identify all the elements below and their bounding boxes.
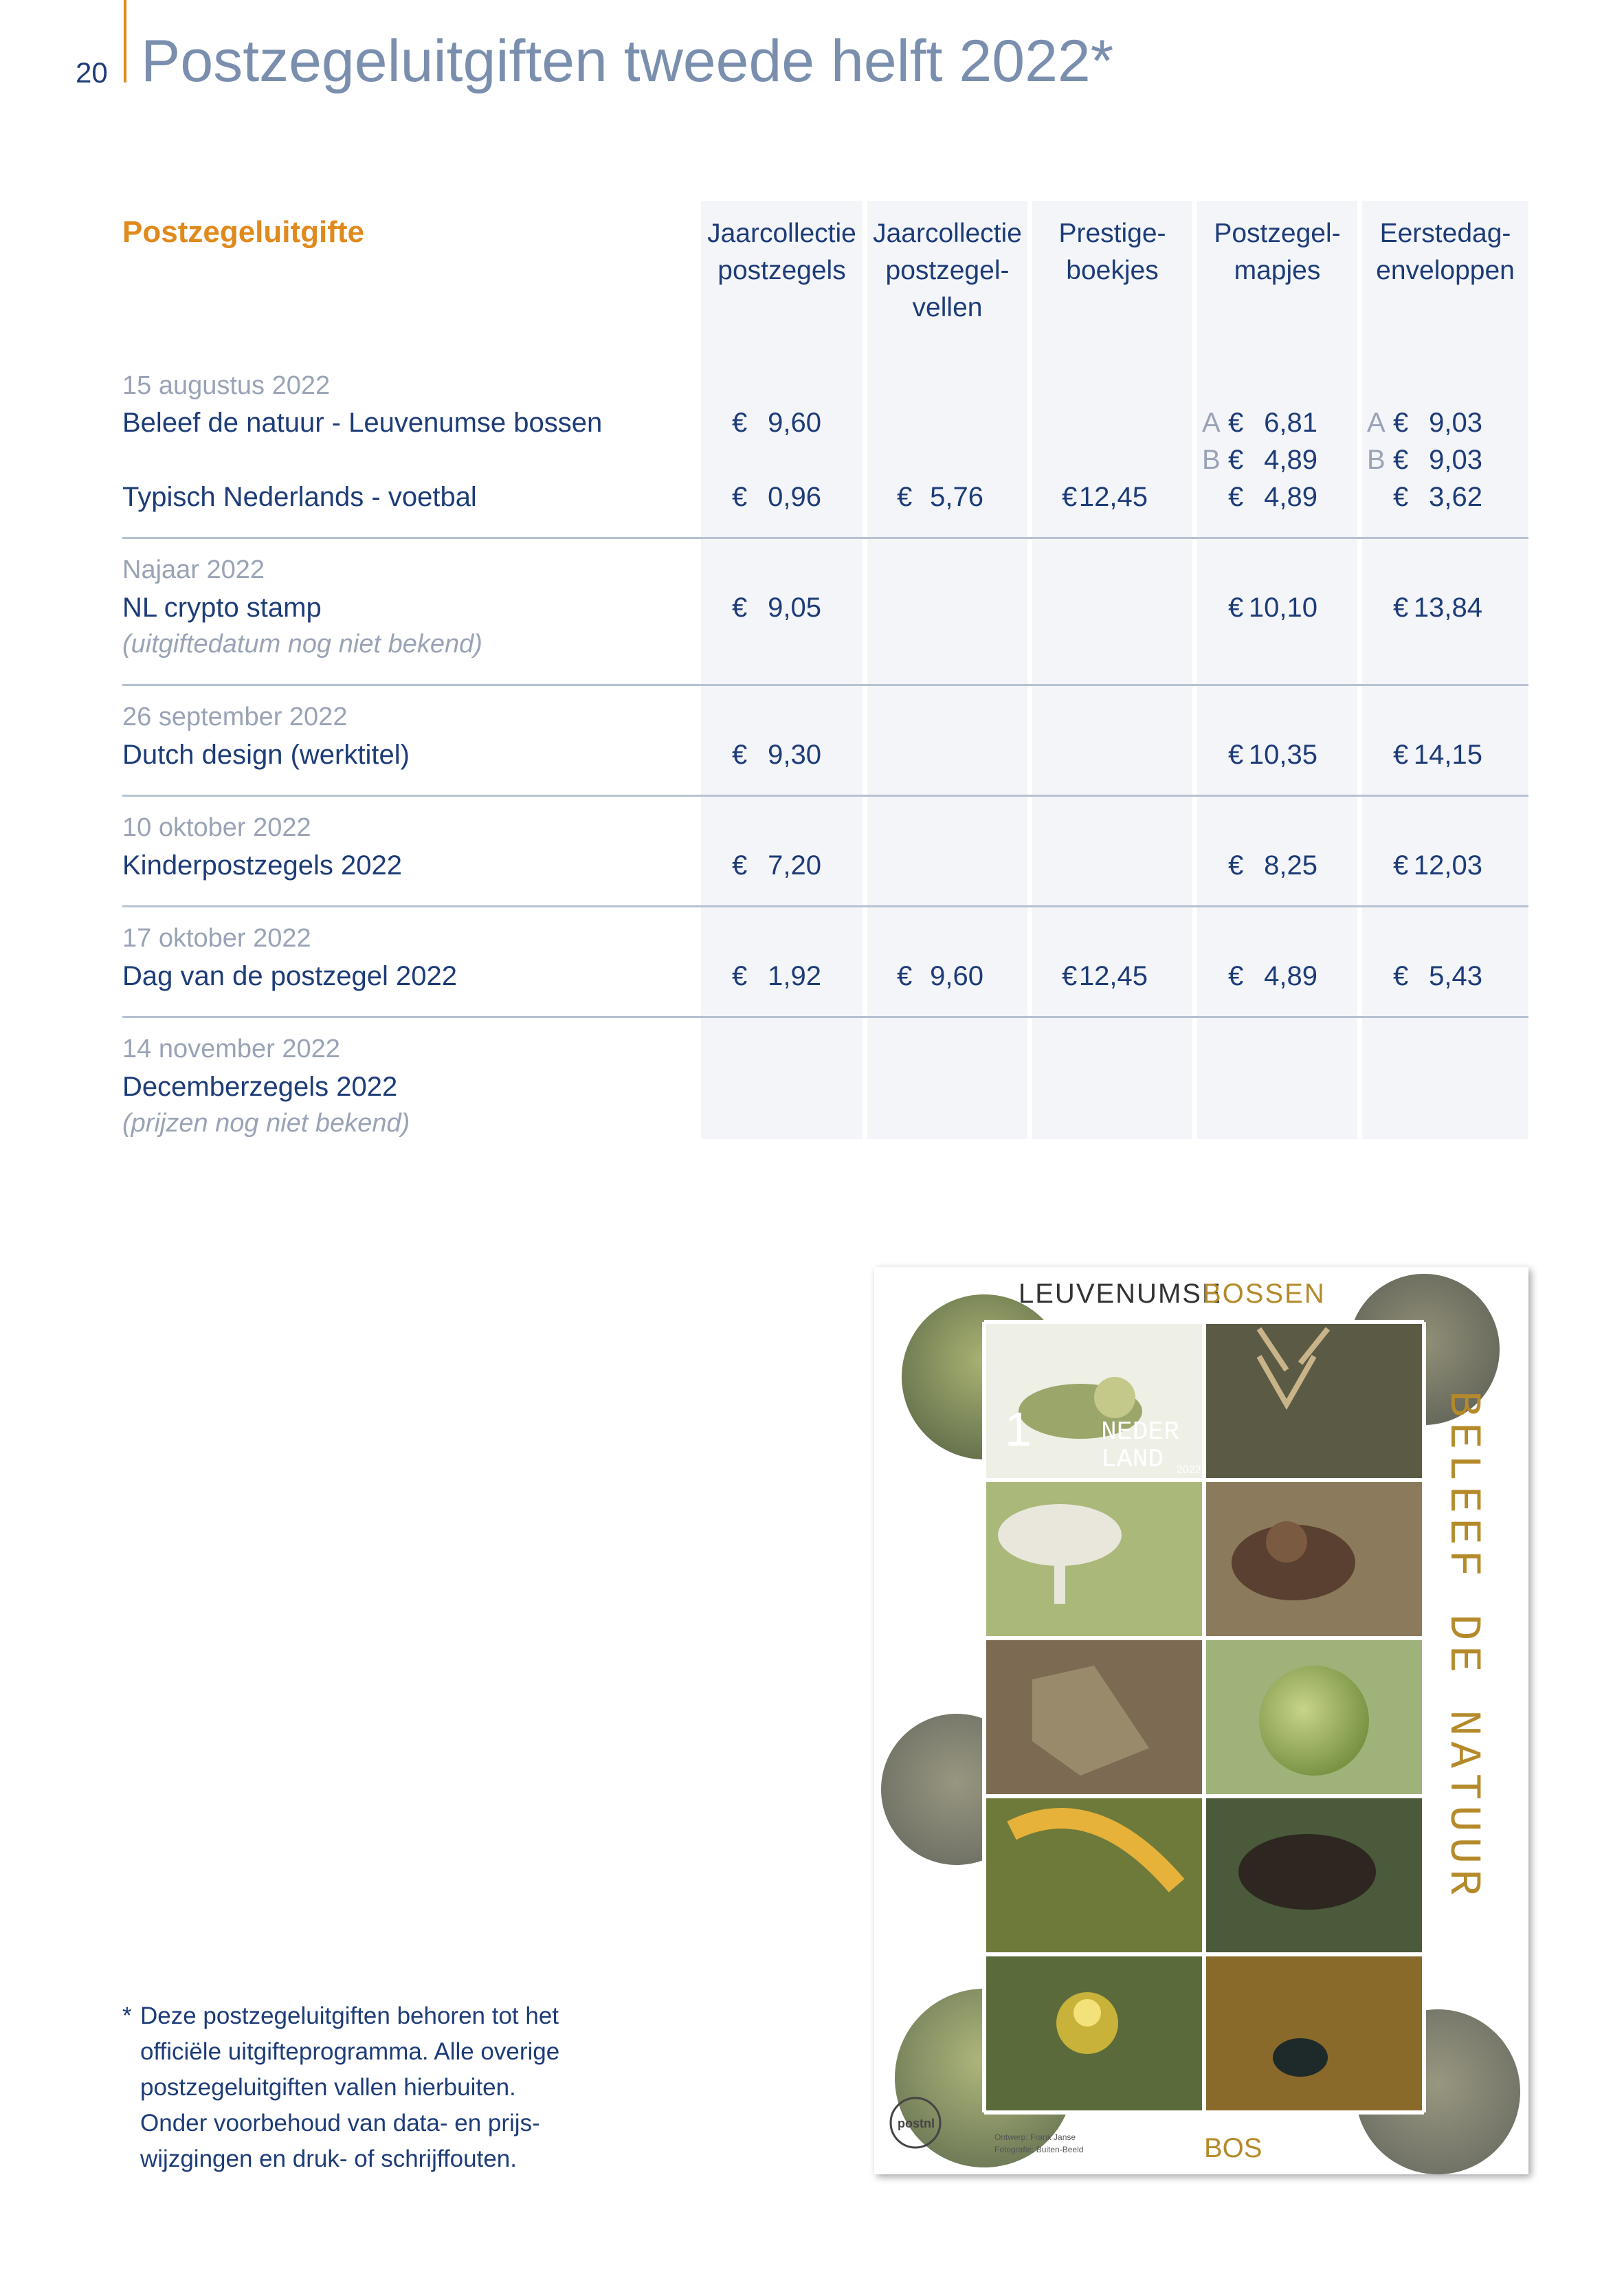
currency-symbol: € [1393,961,1409,991]
column-header-jaarcollectie-vellen [867,215,1027,327]
issue-name: Typisch Nederlands - voetbal [122,482,477,512]
footnote-marker: * [122,2002,132,2029]
currency-symbol: € [1062,482,1078,512]
price-value: 10,35 [1248,740,1317,770]
issue-note: (uitgiftedatum nog niet bekend) [122,630,482,659]
currency-symbol: € [1062,961,1078,991]
currency-symbol: € [732,482,748,512]
footnote-line: officiële uitgifteprogramma. Alle overige [140,2038,560,2065]
price-value: 5,43 [1429,961,1482,991]
row-divider [122,795,1528,797]
issue-date: 14 november 2022 [122,1035,340,1063]
price-value: 9,60 [930,961,983,991]
row-divider [122,905,1528,907]
column-background-eerstedagenveloppen [1362,201,1528,1139]
footnote-line: Onder voorbehoud van data- en prijs- [140,2110,540,2137]
currency-symbol: € [732,593,748,623]
variant-prefix: A [1202,408,1221,438]
price-value: 12,03 [1413,850,1482,881]
issue-name: Kinderpostzegels 2022 [122,850,402,881]
price-value: 9,60 [768,408,821,438]
stamp-sheet-illustration [874,1267,1528,2174]
stamp-sheet-image [874,1267,1528,2174]
currency-symbol: € [1228,850,1244,881]
issue-name: Decemberzegels 2022 [122,1072,398,1102]
price-value: 9,03 [1429,445,1482,475]
footnote-line: postzegeluitgiften vallen hierbuiten. [140,2074,516,2101]
row-divider [122,1016,1528,1018]
column-header-line: postzegels [718,256,846,285]
currency-symbol: € [897,482,913,512]
currency-symbol: € [1393,445,1409,475]
price-value: 9,30 [768,740,821,770]
column-background-jaarcollectie-vellen [867,201,1027,1139]
currency-symbol: € [732,408,748,438]
title-accent-rule [124,0,126,82]
issue-name: Beleef de natuur - Leuvenumse bossen [122,408,603,438]
currency-symbol: € [1393,482,1409,512]
issue-note: (prijzen nog niet bekend) [122,1109,410,1138]
price-value: 8,25 [1264,850,1317,881]
issue-date: Najaar 2022 [122,555,265,584]
table-header-postzegeluitgifte: Postzegeluitgifte [122,215,365,249]
issue-date: 15 augustus 2022 [122,371,331,400]
currency-symbol: € [897,961,913,991]
currency-symbol: € [1393,593,1409,623]
issue-date: 17 oktober 2022 [122,924,311,953]
price-value: 7,20 [768,850,821,881]
currency-symbol: € [1393,740,1409,770]
price-value: 0,96 [768,482,821,512]
issue-name: Dag van de postzegel 2022 [122,961,458,991]
stamp-year: 2022 [1177,1464,1201,1476]
variant-prefix: A [1367,408,1386,438]
column-header-line: Postzegel- [1214,219,1341,248]
column-header-line: enveloppen [1376,256,1515,285]
issue-name: Dutch design (werktitel) [122,740,410,770]
column-header-line: Jaarcollectie [873,219,1022,248]
issue-name: NL crypto stamp [122,593,322,623]
row-divider [122,684,1528,686]
column-background-postzegelmapjes [1197,201,1357,1139]
price-value: 4,89 [1264,961,1317,991]
currency-symbol: € [732,961,748,991]
sheet-header-left: LEUVENUMSE [1019,1279,1222,1309]
column-header-line: postzegel- [885,256,1010,285]
row-divider [122,537,1528,539]
variant-prefix: B [1202,445,1221,475]
currency-symbol: € [1228,593,1244,623]
column-header-line: boekjes [1066,256,1159,285]
currency-symbol: € [732,850,748,881]
page-number: 20 [76,56,108,89]
column-background-jaarcollectie-postzegels [701,201,863,1139]
price-value: 4,89 [1264,482,1317,512]
sheet-header-right: BOSSEN [1203,1279,1326,1309]
price-value: 4,89 [1264,445,1317,475]
sheet-side-title: BELEEF DE NATUUR [1438,1391,1487,1901]
price-value: 3,62 [1429,482,1482,512]
column-header-line: Eerstedag- [1379,219,1511,248]
price-value: 9,05 [768,593,821,623]
column-header-prestigeboekjes [1032,215,1192,289]
column-background-prestigeboekjes [1032,201,1192,1139]
currency-symbol: € [1228,445,1244,475]
issue-date: 10 oktober 2022 [122,813,311,842]
currency-symbol: € [1228,961,1244,991]
currency-symbol: € [1228,740,1244,770]
sheet-credit: Ontwerp: Frank Janse [994,2132,1076,2142]
stamp-grid [984,1322,1424,2112]
price-value: 12,45 [1078,961,1148,991]
currency-symbol: € [1228,482,1244,512]
price-value: 12,45 [1078,482,1148,512]
stamp-value: 1 [1005,1402,1032,1456]
column-header-line: Jaarcollectie [707,219,856,248]
footnote-line: wijzgingen en druk- of schrijffouten. [140,2145,517,2172]
variant-prefix: B [1367,445,1386,475]
column-header-jaarcollectie-postzegels [701,215,863,289]
column-header-line: vellen [912,293,983,322]
currency-symbol: € [732,740,748,770]
currency-symbol: € [1228,408,1244,438]
price-value: 10,10 [1248,593,1317,623]
price-value: 14,15 [1413,740,1482,770]
price-value: 13,84 [1413,593,1482,623]
column-header-eerstedagenveloppen [1362,215,1528,289]
price-value: 5,76 [930,482,983,512]
issue-date: 26 september 2022 [122,703,348,731]
stamp-country-line: NEDER [1101,1417,1180,1447]
currency-symbol: € [1393,408,1409,438]
sheet-footer: BOS [1204,2133,1263,2163]
column-header-line: mapjes [1234,256,1321,285]
logo-text: postnl [898,2117,935,2130]
page-title: Postzegeluitgiften tweede helft 2022* [141,28,1114,94]
price-value: 6,81 [1264,408,1317,438]
price-value: 9,03 [1429,408,1482,438]
sheet-credit: Fotografie: Buiten-Beeld [994,2145,1084,2154]
price-value: 1,92 [768,961,821,991]
footnote [122,1998,603,2177]
stamp-country-line: LAND [1101,1445,1164,1475]
currency-symbol: € [1393,850,1409,881]
column-header-postzegelmapjes [1197,215,1357,289]
footnote-line: Deze postzegeluitgiften behoren tot het [140,2002,559,2029]
column-header-line: Prestige- [1058,219,1166,248]
